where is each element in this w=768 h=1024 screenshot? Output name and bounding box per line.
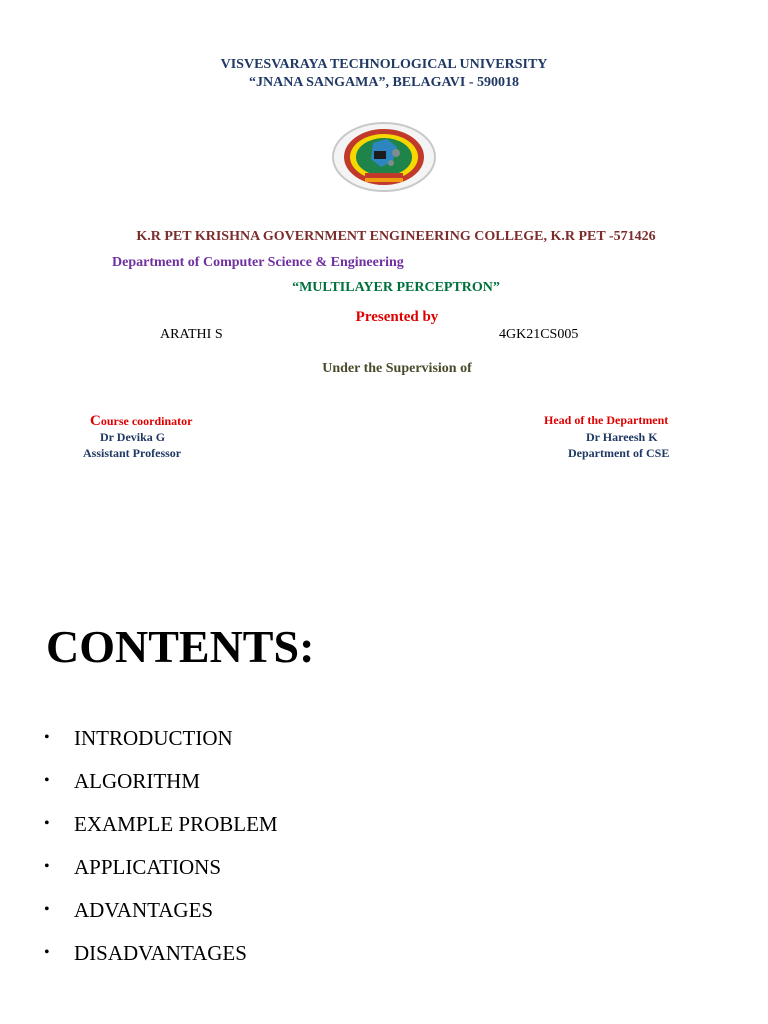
- list-item-label: EXAMPLE PROBLEM: [74, 812, 278, 836]
- bullet-icon: •: [44, 729, 50, 746]
- bullet-icon: •: [44, 944, 50, 961]
- list-item: [44, 811, 278, 854]
- contents-slide: [0, 512, 768, 1024]
- hod-name: Dr Hareesh K: [586, 430, 658, 444]
- list-item: [44, 768, 278, 811]
- coordinator-title-initial: C: [90, 413, 101, 429]
- bullet-icon: •: [44, 858, 50, 875]
- coordinator-title-rest: ourse coordinator: [100, 414, 193, 428]
- college-name: K.R PET KRISHNA GOVERNMENT ENGINEERING COLLEGE, K.R PET -571426: [136, 229, 656, 244]
- list-item: [44, 854, 278, 897]
- student-usn: 4GK21CS005: [499, 327, 579, 342]
- hod-department: Department of CSE: [568, 446, 670, 460]
- university-logo: [331, 121, 437, 193]
- hod-title: Head of the Department: [544, 413, 669, 427]
- presented-by-label: Presented by: [355, 309, 439, 325]
- student-name: ARATHI S: [160, 327, 223, 342]
- bullet-icon: •: [44, 772, 50, 789]
- presentation-topic: “MULTILAYER PERCEPTRON”: [292, 280, 500, 295]
- contents-heading: CONTENTS:: [46, 621, 315, 672]
- list-item-label: DISADVANTAGES: [74, 941, 247, 965]
- supervision-label: Under the Supervision of: [322, 361, 472, 376]
- list-item-label: INTRODUCTION: [74, 726, 233, 750]
- contents-list: [44, 725, 278, 983]
- university-name: VISVESVARAYA TECHNOLOGICAL UNIVERSITY: [220, 57, 548, 72]
- department-name: Department of Computer Science & Engineering: [112, 255, 404, 270]
- coordinator-title: [90, 413, 193, 430]
- bullet-icon: •: [44, 901, 50, 918]
- university-address: “JNANA SANGAMA”, BELAGAVI - 590018: [248, 75, 520, 90]
- list-item: [44, 897, 278, 940]
- coordinator-name: Dr Devika G: [100, 430, 166, 444]
- coordinator-designation: Assistant Professor: [83, 446, 182, 460]
- list-item: [44, 725, 278, 768]
- list-item-label: ADVANTAGES: [74, 898, 214, 922]
- list-item: [44, 940, 278, 983]
- list-item-label: APPLICATIONS: [74, 855, 222, 879]
- list-item-label: ALGORITHM: [74, 769, 200, 793]
- bullet-icon: •: [44, 815, 50, 832]
